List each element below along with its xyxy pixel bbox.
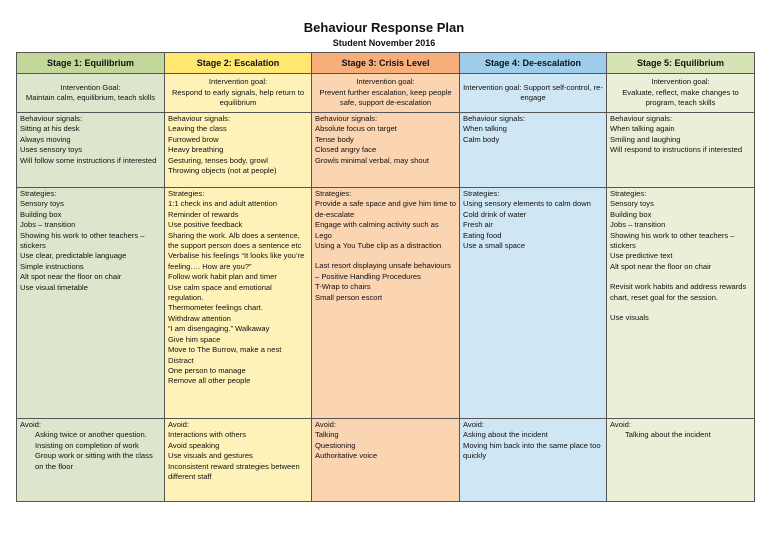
list-item: 1:1 check ins and adult attention: [168, 199, 277, 209]
list-item: Move to The Burrow, make a nest: [168, 345, 282, 355]
goal-heading: Intervention goal:: [208, 77, 268, 87]
goal-heading: Intervention goal:: [356, 77, 415, 87]
list-item: Use predictive text: [610, 251, 673, 261]
list-item: Talking about the incident: [625, 430, 711, 440]
list-item: Verbalise his feelings “It looks like you’re feeling…. How are you?”: [168, 251, 305, 271]
cell-heading: Avoid:: [20, 420, 41, 429]
cell-heading: Avoid:: [463, 420, 484, 429]
cell-heading: Avoid:: [315, 420, 336, 429]
list-item: Reminder of rewards: [168, 209, 239, 219]
cell-heading: Strategies:: [610, 189, 647, 198]
behaviour-plan-table: [16, 52, 755, 502]
list-item: Showing his work to other teachers – stickers: [610, 230, 735, 251]
goal-heading: Intervention goal:: [651, 77, 710, 87]
strategies-cell: [460, 188, 607, 419]
stage-header: Stage 5: Equilibrium: [607, 53, 755, 74]
list-item: Jobs – transition: [20, 220, 76, 230]
list-item: Inconsistent reward strategies between different staff: [168, 461, 300, 482]
list-item: Moving him back into the same place too quickly: [463, 440, 601, 461]
list-item: Jobs – transition: [610, 220, 666, 230]
avoid-cell: [607, 419, 755, 502]
intervention-goal-cell: [312, 74, 460, 113]
list-item: “I am disengaging.” Walkaway: [168, 324, 270, 334]
avoid-cell: [460, 419, 607, 502]
document-title: Behaviour Response Plan: [303, 20, 465, 35]
cell-heading: Avoid:: [168, 420, 189, 429]
list-item: Group work or sitting with the class on the floor: [35, 451, 153, 471]
strategies-cell: [165, 188, 312, 419]
cell-heading: Strategies:: [20, 189, 57, 198]
list-item: Use visual timetable: [20, 282, 88, 292]
list-item: Sensory toys: [20, 199, 64, 209]
list-item: Use positive feedback: [168, 220, 243, 230]
list-item: Use visuals: [610, 313, 649, 323]
intervention-goal-row: [17, 74, 755, 113]
list-item: Distract: [168, 355, 194, 365]
list-item: T-Wrap to chairs: [315, 282, 371, 292]
goal-description: Maintain calm, equilibrium, teach skills: [25, 93, 156, 102]
list-item: Remove all other people: [168, 376, 251, 386]
list-item: Closed angry face: [315, 145, 377, 155]
strategies-row: [17, 188, 755, 419]
list-item: Use visuals and gestures: [168, 451, 253, 461]
list-item: Calm body: [463, 134, 500, 144]
strategies-cell: [607, 188, 755, 419]
list-item: Use clear, predictable language: [20, 251, 127, 261]
list-item: Will respond to instructions if interested: [610, 145, 743, 155]
cell-heading: Strategies:: [315, 189, 352, 198]
goal-text: [20, 83, 161, 104]
list-item: Tense body: [315, 134, 354, 144]
list-item: When talking again: [610, 124, 675, 134]
list-item: Throwing objects (not at people): [168, 166, 277, 176]
list-item: Alt spot near the floor on chair: [610, 261, 712, 271]
list-item: When talking: [463, 124, 507, 134]
cell-heading: Strategies:: [168, 189, 205, 198]
intervention-goal-cell: [607, 74, 755, 113]
list-item: Absolute focus on target: [315, 124, 397, 134]
intervention-goal-cell: [17, 74, 165, 113]
avoid-cell: [312, 419, 460, 502]
intervention-goal-cell: [460, 74, 607, 113]
list-item: Alt spot near the floor on chair: [20, 272, 122, 282]
list-item: Authoritative voice: [315, 451, 378, 461]
cell-heading: Behaviour signals:: [20, 114, 83, 123]
goal-text: [168, 77, 308, 108]
list-item: Fresh air: [463, 220, 493, 230]
list-item: Provide a safe space and give him time to de-escalate: [315, 199, 456, 219]
strategies-cell: [17, 188, 165, 419]
list-item: Thermometer feelings chart.: [168, 303, 263, 313]
cell-heading: Strategies:: [463, 189, 500, 198]
list-item: Building box: [610, 209, 652, 219]
list-item: Talking: [315, 430, 339, 440]
list-item: Eating food: [463, 230, 502, 240]
stage-header: Stage 2: Escalation: [165, 53, 312, 74]
behaviour-signals-cell: [165, 113, 312, 188]
list-item: Sensory toys: [610, 199, 654, 209]
avoid-cell: [17, 419, 165, 502]
list-item: One person to manage: [168, 365, 246, 375]
cell-heading: Behaviour signals:: [315, 114, 378, 123]
cell-heading: Behaviour signals:: [168, 114, 231, 123]
stage-header-row: [17, 53, 755, 74]
list-item: Sharing the work. Alb does a sentence, the support person does a sentence etc: [168, 230, 302, 251]
list-item: Sitting at his desk: [20, 124, 80, 134]
goal-description: Evaluate, reflect, make changes to program, teach skills: [622, 87, 739, 108]
list-item: Will follow some instructions if interested: [20, 155, 157, 165]
avoid-cell: [165, 419, 312, 502]
behaviour-signals-cell: [607, 113, 755, 188]
list-item: Small person escort: [315, 292, 383, 302]
list-item: Interactions with others: [168, 430, 247, 440]
goal-heading: Intervention Goal:: [60, 82, 121, 92]
list-item: Simple instructions: [20, 261, 84, 271]
stage-header: Stage 4: De-escalation: [460, 53, 607, 74]
goal-text: [315, 77, 456, 108]
list-item: Revisit work habits and address rewards chart, reset goal for the session.: [610, 282, 747, 302]
cell-heading: Behaviour signals:: [610, 114, 673, 123]
goal-text: [463, 83, 603, 104]
list-item: Asking about the incident: [463, 430, 548, 440]
goal-description: Prevent further escalation, keep people safe, support de-escalation: [319, 87, 452, 108]
goal-description: Respond to early signals, help return to equilibrium: [171, 87, 305, 108]
cell-heading: Avoid:: [610, 420, 631, 429]
cell-heading: Behaviour signals:: [463, 114, 526, 123]
behaviour-signals-row: [17, 113, 755, 188]
list-item: Always moving: [20, 134, 71, 144]
behaviour-signals-cell: [312, 113, 460, 188]
list-item: Using sensory elements to calm down: [463, 199, 591, 209]
list-item: Give him space: [168, 334, 221, 344]
list-item: Insisting on completion of work: [35, 440, 139, 450]
stage-header: Stage 1: Equilibrium: [17, 53, 165, 74]
goal-text: [610, 77, 751, 108]
list-item: Using a You Tube clip as a distraction: [315, 241, 442, 251]
goal-heading: Intervention goal: Support self-control, re-engage: [463, 82, 603, 102]
list-item: Follow work habit plan and timer: [168, 272, 277, 282]
list-item: Furrowed brow: [168, 134, 219, 144]
list-item: Gesturing, tenses body, growl: [168, 155, 268, 165]
list-item: Leaving the class: [168, 124, 227, 134]
document-subtitle: Student November 2016: [332, 38, 436, 48]
list-item: Asking twice or another question.: [35, 430, 147, 440]
list-item: Engage with calming activity such as Lego: [315, 220, 439, 240]
list-item: Heavy breathing: [168, 145, 224, 155]
behaviour-signals-cell: [17, 113, 165, 188]
list-item: Use a small space: [463, 241, 526, 251]
list-item: Growls minimal verbal, may shout: [315, 155, 429, 165]
list-item: Use calm space and emotional regulation.: [168, 282, 272, 303]
list-item: Showing his work to other teachers – stickers: [20, 230, 145, 251]
list-item: Smiling and laughing: [610, 134, 681, 144]
list-item: Cold drink of water: [463, 209, 527, 219]
strategies-cell: [312, 188, 460, 419]
list-item: Uses sensory toys: [20, 145, 83, 155]
list-item: Avoid speaking: [168, 440, 220, 450]
stage-header: Stage 3: Crisis Level: [312, 53, 460, 74]
list-item: Questioning: [315, 440, 356, 450]
list-item: Building box: [20, 209, 62, 219]
list-item: Withdraw attention: [168, 313, 231, 323]
behaviour-signals-cell: [460, 113, 607, 188]
list-item: Last resort displaying unsafe behaviours – Positive Handling Procedures: [315, 261, 451, 281]
avoid-row: [17, 419, 755, 502]
intervention-goal-cell: [165, 74, 312, 113]
